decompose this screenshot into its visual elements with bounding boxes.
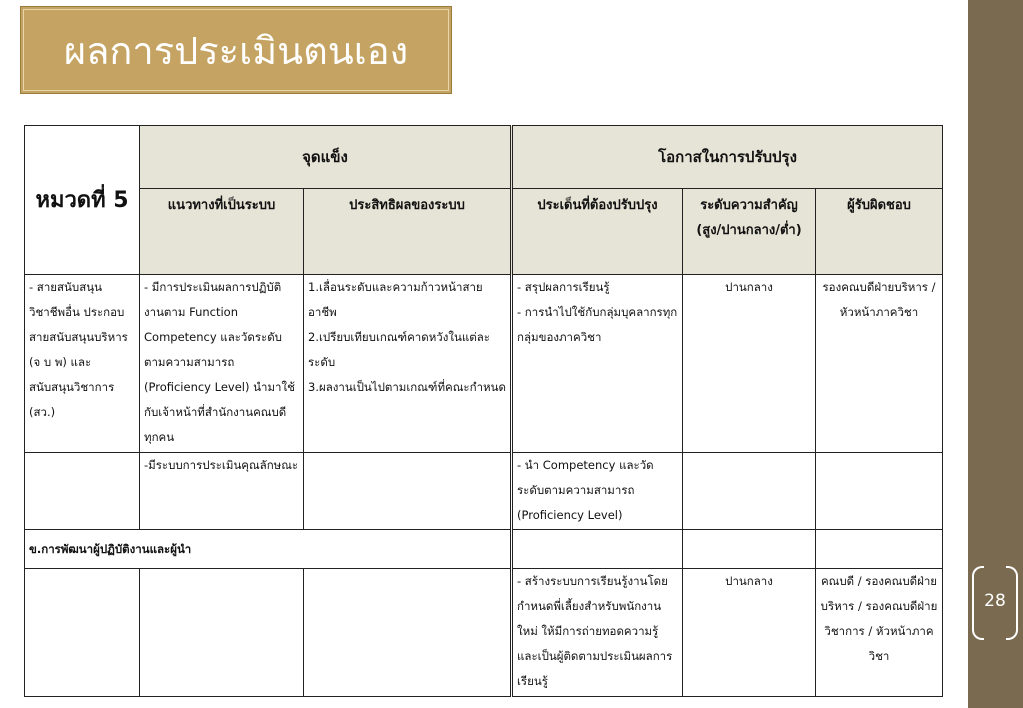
left-brace-icon [972, 566, 984, 640]
page-number-badge [970, 566, 1020, 636]
section-b-label: ข.การพัฒนาผู้ปฏิบัติงานและผู้นำ [25, 530, 512, 569]
row-system: - มีการประเมินผลการปฏิบัติงานตาม Function Competency และวัดระดับตามความสามารถ (Proficiency Level) นำมาใช้กับเจ้าหน้าที่สำนักงานคณบดีทุกคน [140, 275, 304, 453]
col-effect-header: ประสิทธิผลของระบบ [304, 189, 512, 275]
col-system-header: แนวทางที่เป็นระบบ [140, 189, 304, 275]
col-issue-header: ประเด็นที่ต้องปรับปรุง [512, 189, 683, 275]
row-effect [304, 569, 512, 697]
page-number: 28 [984, 591, 1006, 611]
row-system [140, 569, 304, 697]
row-priority: ปานกลาง [683, 275, 816, 453]
section-row [25, 530, 943, 569]
row-category [25, 453, 140, 530]
table-row [25, 569, 943, 697]
slide-title: ผลการประเมินตนเอง [20, 6, 452, 94]
row-effect: 1.เลื่อนระดับและความก้าวหน้าสายอาชีพ 2.เปรียบเทียบเกณฑ์คาดหวังในแต่ละระดับ 3.ผลงานเป็นไปตามเกณฑ์ที่คณะกำหนด [304, 275, 512, 453]
table-row [25, 275, 943, 453]
assessment-table [24, 125, 943, 697]
section-b-issue [512, 530, 683, 569]
row-system: -มีระบบการประเมินคุณลักษณะ [140, 453, 304, 530]
row-category [25, 569, 140, 697]
improvement-header: โอกาสในการปรับปรุง [512, 126, 943, 189]
row-owner [816, 453, 943, 530]
col-priority-header: ระดับความสำคัญ (สูง/ปานกลาง/ต่ำ) [683, 189, 816, 275]
strength-header: จุดแข็ง [140, 126, 512, 189]
right-brace-icon [1006, 566, 1018, 640]
section-b-priority [683, 530, 816, 569]
row-issue: - สรุปผลการเรียนรู้ - การนำไปใช้กับกลุ่มบุคลากรทุกกลุ่มของภาควิชา [512, 275, 683, 453]
section-b-owner [816, 530, 943, 569]
row-issue: - สร้างระบบการเรียนรู้งานโดยกำหนดพี่เลี้ยงสำหรับพนักงานใหม่ ให้มีการถ่ายทอดความรู้และเป็นผู้ติดตามประเมินผลการเรียนรู้ [512, 569, 683, 697]
row-owner: คณบดี / รองคณบดีฝ่ายบริหาร / รองคณบดีฝ่ายวิชาการ / หัวหน้าภาควิชา [816, 569, 943, 697]
col-owner-header: ผู้รับผิดชอบ [816, 189, 943, 275]
category-header: หมวดที่ 5 [25, 126, 140, 275]
row-issue: - นำ Competency และวัดระดับตามความสามารถ (Proficiency Level) [512, 453, 683, 530]
row-effect [304, 453, 512, 530]
table-row [25, 453, 943, 530]
row-priority [683, 453, 816, 530]
row-category: - สายสนับสนุนวิชาชีพอื่น ประกอบ สายสนับสนุนบริหาร (จ บ พ) และสนับสนุนวิชาการ (สว.) [25, 275, 140, 453]
row-priority: ปานกลาง [683, 569, 816, 697]
row-owner: รองคณบดีฝ่ายบริหาร / หัวหน้าภาควิชา [816, 275, 943, 453]
